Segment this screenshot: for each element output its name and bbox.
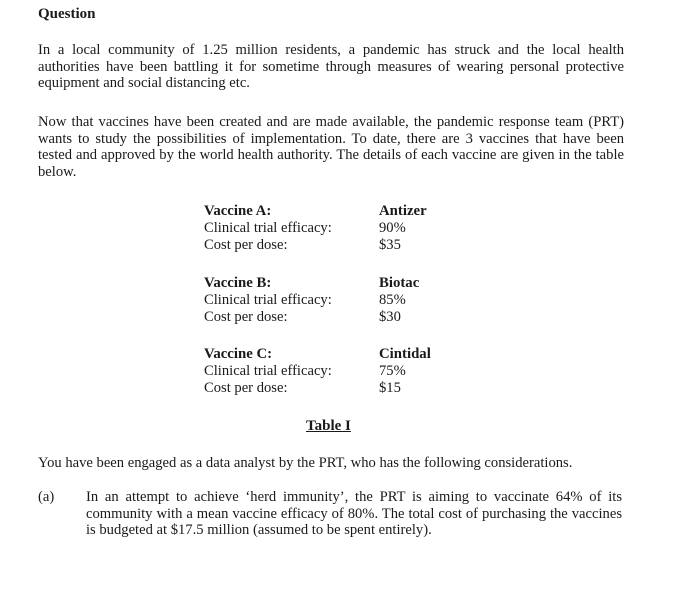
item-text-a: In an attempt to achieve ‘herd immunity’, the PRT is aiming to vaccinate 64% of its community with a mean vaccine efficacy of 80%. The total cost of purchasing the vaccines is budgeted at $17.5 million (assumed to be spent entirely).	[86, 489, 622, 539]
table-caption: Table I	[306, 418, 351, 434]
efficacy-label: Clinical trial efficacy:	[204, 292, 332, 308]
vaccine-brand: Cintidal	[379, 346, 431, 362]
efficacy-label: Clinical trial efficacy:	[204, 220, 332, 236]
paragraph-community: In a local community of 1.25 million residents, a pandemic has struck and the local health authorities have been battling it for sometime through measures of wearing personal protective equipment and social distancing etc.	[38, 42, 624, 92]
cost-label: Cost per dose:	[204, 380, 288, 396]
efficacy-value: 85%	[379, 292, 406, 308]
vaccine-name: Vaccine B:	[204, 275, 272, 291]
efficacy-value: 90%	[379, 220, 406, 236]
question-heading: Question	[38, 6, 96, 22]
cost-label: Cost per dose:	[204, 309, 288, 325]
cost-value: $30	[379, 309, 401, 325]
cost-value: $35	[379, 237, 401, 253]
paragraph-vaccines: Now that vaccines have been created and are made available, the pandemic response team (PRT) wants to study the possibilities of implementation. To date, there are 3 vaccines that have been tested and approved by the world health authority. The details of each vaccine are given in the table below.	[38, 114, 624, 180]
vaccine-name: Vaccine A:	[204, 203, 272, 219]
cost-label: Cost per dose:	[204, 237, 288, 253]
cost-value: $15	[379, 380, 401, 396]
vaccine-block-c	[204, 346, 464, 397]
vaccine-name: Vaccine C:	[204, 346, 273, 362]
vaccine-block-b	[204, 275, 464, 326]
efficacy-label: Clinical trial efficacy:	[204, 363, 332, 379]
item-label-a: (a)	[38, 489, 55, 505]
vaccine-block-a	[204, 203, 464, 254]
efficacy-value: 75%	[379, 363, 406, 379]
paragraph-intro: You have been engaged as a data analyst by the PRT, who has the following considerations.	[38, 455, 573, 471]
vaccine-brand: Biotac	[379, 275, 420, 291]
vaccine-brand: Antizer	[379, 203, 427, 219]
